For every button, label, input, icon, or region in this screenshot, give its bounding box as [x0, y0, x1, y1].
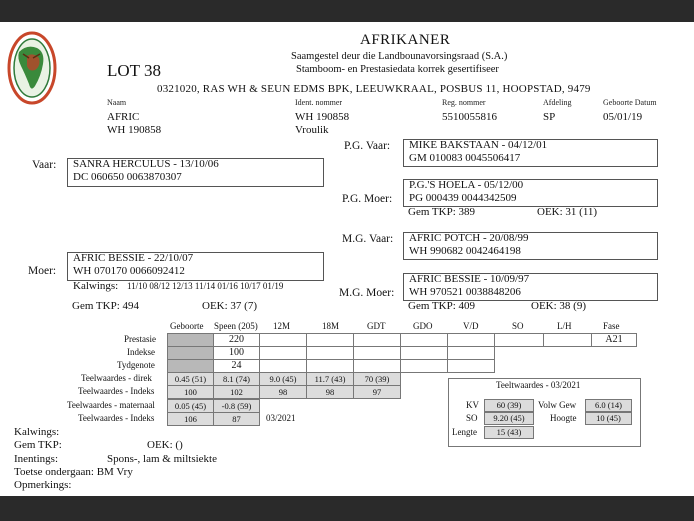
lengte-label: Lengte	[452, 427, 477, 437]
cell-indekse-speen: 100	[213, 346, 260, 360]
animal-ident: WH 190858	[295, 111, 350, 123]
pg-dam-line-2: PG 000439 0044342509	[409, 192, 517, 204]
dam-kalwings-label: Kalwings:	[73, 280, 119, 292]
dam-line-2: WH 070170 0066092412	[73, 265, 185, 277]
footer-opmerkings: Opmerkings:	[14, 479, 72, 491]
cell-mat-idx-geboorte: 106	[167, 412, 214, 426]
volw-gew-value: 6.0 (14)	[585, 399, 632, 412]
row-label-prestasie: Prestasie	[124, 334, 156, 344]
cell-direk-speen: 8.1 (74)	[213, 372, 260, 386]
label-mg-moer: M.G. Moer:	[339, 287, 395, 299]
performance-date: 03/2021	[266, 413, 296, 423]
cell-prestasie-speen: 220	[213, 333, 260, 347]
header-subtitle-2: Stamboom- en Prestasiedata korrek gesertifiseer	[296, 64, 499, 75]
cell-indekse-geboorte	[167, 346, 214, 360]
row-label-indekse: Indekse	[127, 347, 155, 357]
volw-gew-label: Volw Gew	[538, 400, 577, 410]
cell-prestasie-gdo	[400, 333, 448, 347]
breed-society-logo	[7, 30, 57, 106]
cell-direk-idx-gdt: 97	[353, 385, 401, 399]
cell-mat-geboorte: 0.05 (45)	[167, 399, 214, 413]
col-lh: L/H	[557, 321, 572, 331]
lot-certificate-page	[0, 22, 694, 496]
cell-mat-idx-speen: 87	[213, 412, 260, 426]
animal-afdeling: SP	[543, 111, 556, 123]
dam-oek: OEK: 37 (7)	[202, 300, 257, 312]
label-naam: Naam	[107, 98, 127, 107]
kv-value: 60 (39)	[484, 399, 534, 412]
footer-toetse: Toetse ondergaan: BM Vry	[14, 466, 133, 478]
pg-dam-gem-tkp: Gem TKP: 389	[408, 206, 476, 218]
label-mg-vaar: M.G. Vaar:	[342, 233, 394, 245]
animal-sex: Vroulik	[295, 124, 329, 136]
cell-prestasie-vd	[447, 333, 495, 347]
cell-prestasie-gdt	[353, 333, 401, 347]
label-pg-vaar: P.G. Vaar:	[344, 140, 391, 152]
label-vaar: Vaar:	[32, 159, 57, 171]
animal-reg: 5510055816	[442, 111, 497, 123]
lengte-value: 15 (43)	[484, 426, 534, 439]
dam-line-1: AFRIC BESSIE - 22/10/07	[73, 252, 194, 264]
footer-inentings-value: Spons-, lam & miltsiekte	[107, 453, 217, 465]
label-pg-moer: P.G. Moer:	[342, 193, 393, 205]
cell-prestasie-fase: A21	[591, 333, 637, 347]
label-moer: Moer:	[28, 265, 57, 277]
hoogte-value: 10 (45)	[585, 412, 632, 425]
cell-prestasie-so	[494, 333, 544, 347]
mg-sire-line-2: WH 990682 0042464198	[409, 245, 521, 257]
row-label-maternaal: Teelwaardes - maternaal	[67, 400, 155, 410]
mg-dam-line-1: AFRIC BESSIE - 10/09/97	[409, 273, 530, 285]
col-18m: 18M	[322, 321, 340, 331]
footer-oek: OEK: ()	[147, 439, 183, 451]
mg-dam-line-2: WH 970521 0038848206	[409, 286, 521, 298]
row-label-mat-indeks: Teelwaardes - Indeks	[78, 413, 155, 423]
lot-number: LOT 38	[107, 61, 161, 80]
cell-prestasie-18m	[306, 333, 354, 347]
label-geboorte: Geboorte Datum	[603, 98, 657, 107]
cell-indekse-gdt	[353, 346, 401, 360]
cell-direk-idx-geboorte: 100	[167, 385, 214, 399]
hoogte-label: Hoogte	[550, 413, 577, 423]
cell-tydgenote-speen: 24	[213, 359, 260, 373]
animal-birthdate: 05/01/19	[603, 111, 643, 123]
sire-line-1: SANRA HERCULUS - 13/10/06	[73, 158, 219, 170]
pg-dam-line-1: P.G.'S HOELA - 05/12/00	[409, 179, 524, 191]
dam-gem-tkp: Gem TKP: 494	[72, 300, 140, 312]
cell-prestasie-lh	[543, 333, 592, 347]
breeder-line: 0321020, RAS WH & SEUN EDMS BPK, LEEUWKRAAL, POSBUS 11, HOOPSTAD, 9479	[157, 83, 591, 95]
cell-indekse-12m	[259, 346, 307, 360]
so-value: 9.20 (45)	[484, 412, 534, 425]
kv-label: KV	[466, 400, 479, 410]
header-subtitle-1: Saamgestel deur die Landbounavorsingsraad (S.A.)	[291, 51, 508, 62]
dam-kalwings-dates: 11/10 08/12 12/13 11/14 01/16 10/17 01/19	[127, 281, 284, 291]
col-gdo: GDO	[413, 321, 433, 331]
label-ident: Ident. nommer	[295, 98, 343, 107]
col-geboorte: Geboorte	[170, 321, 204, 331]
col-gdt: GDT	[367, 321, 386, 331]
animal-name-id: WH 190858	[107, 124, 162, 136]
so-label: SO	[466, 413, 478, 423]
pg-dam-oek: OEK: 31 (11)	[537, 206, 598, 218]
footer-gem-tkp: Gem TKP:	[14, 439, 62, 451]
cell-direk-12m: 9.0 (45)	[259, 372, 307, 386]
mg-sire-line-1: AFRIC POTCH - 20/08/99	[409, 232, 529, 244]
cell-tydgenote-gdo	[400, 359, 448, 373]
cell-direk-geboorte: 0.45 (51)	[167, 372, 214, 386]
cell-indekse-vd	[447, 346, 495, 360]
cell-tydgenote-12m	[259, 359, 307, 373]
col-vd: V/D	[463, 321, 479, 331]
cell-direk-idx-12m: 98	[259, 385, 307, 399]
cell-prestasie-geboorte	[167, 333, 214, 347]
cell-direk-idx-18m: 98	[306, 385, 354, 399]
cell-direk-idx-speen: 102	[213, 385, 260, 399]
footer-inentings-label: Inentings:	[14, 453, 58, 465]
teelwaardes-title: Teeltwaardes - 03/2021	[496, 380, 581, 390]
cell-prestasie-12m	[259, 333, 307, 347]
cell-direk-18m: 11.7 (43)	[306, 372, 354, 386]
cell-indekse-gdo	[400, 346, 448, 360]
animal-name: AFRIC	[107, 111, 140, 123]
footer-kalwings: Kalwings:	[14, 426, 60, 438]
mg-dam-gem-tkp: Gem TKP: 409	[408, 300, 476, 312]
cell-indekse-18m	[306, 346, 354, 360]
cell-tydgenote-vd	[447, 359, 495, 373]
col-fase: Fase	[603, 321, 620, 331]
row-label-direk-indeks: Teelwaardes - Indeks	[78, 386, 155, 396]
mg-dam-oek: OEK: 38 (9)	[531, 300, 586, 312]
cell-tydgenote-18m	[306, 359, 354, 373]
cell-tydgenote-geboorte	[167, 359, 214, 373]
col-so: SO	[512, 321, 524, 331]
cell-mat-speen: -0.8 (59)	[213, 399, 260, 413]
sire-line-2: DC 060650 0063870307	[73, 171, 182, 183]
label-reg: Reg. nommer	[442, 98, 486, 107]
row-label-tydgenote: Tydgenote	[117, 360, 155, 370]
row-label-direk: Teelwaardes - direk	[81, 373, 152, 383]
cell-tydgenote-gdt	[353, 359, 401, 373]
breed-title: AFRIKANER	[360, 32, 451, 48]
label-afdeling: Afdeling	[543, 98, 572, 107]
pg-sire-line-1: MIKE BAKSTAAN - 04/12/01	[409, 139, 548, 151]
col-speen: Speen (205)	[214, 321, 258, 331]
cell-direk-gdt: 70 (39)	[353, 372, 401, 386]
col-12m: 12M	[273, 321, 291, 331]
pg-sire-line-2: GM 010083 0045506417	[409, 152, 521, 164]
